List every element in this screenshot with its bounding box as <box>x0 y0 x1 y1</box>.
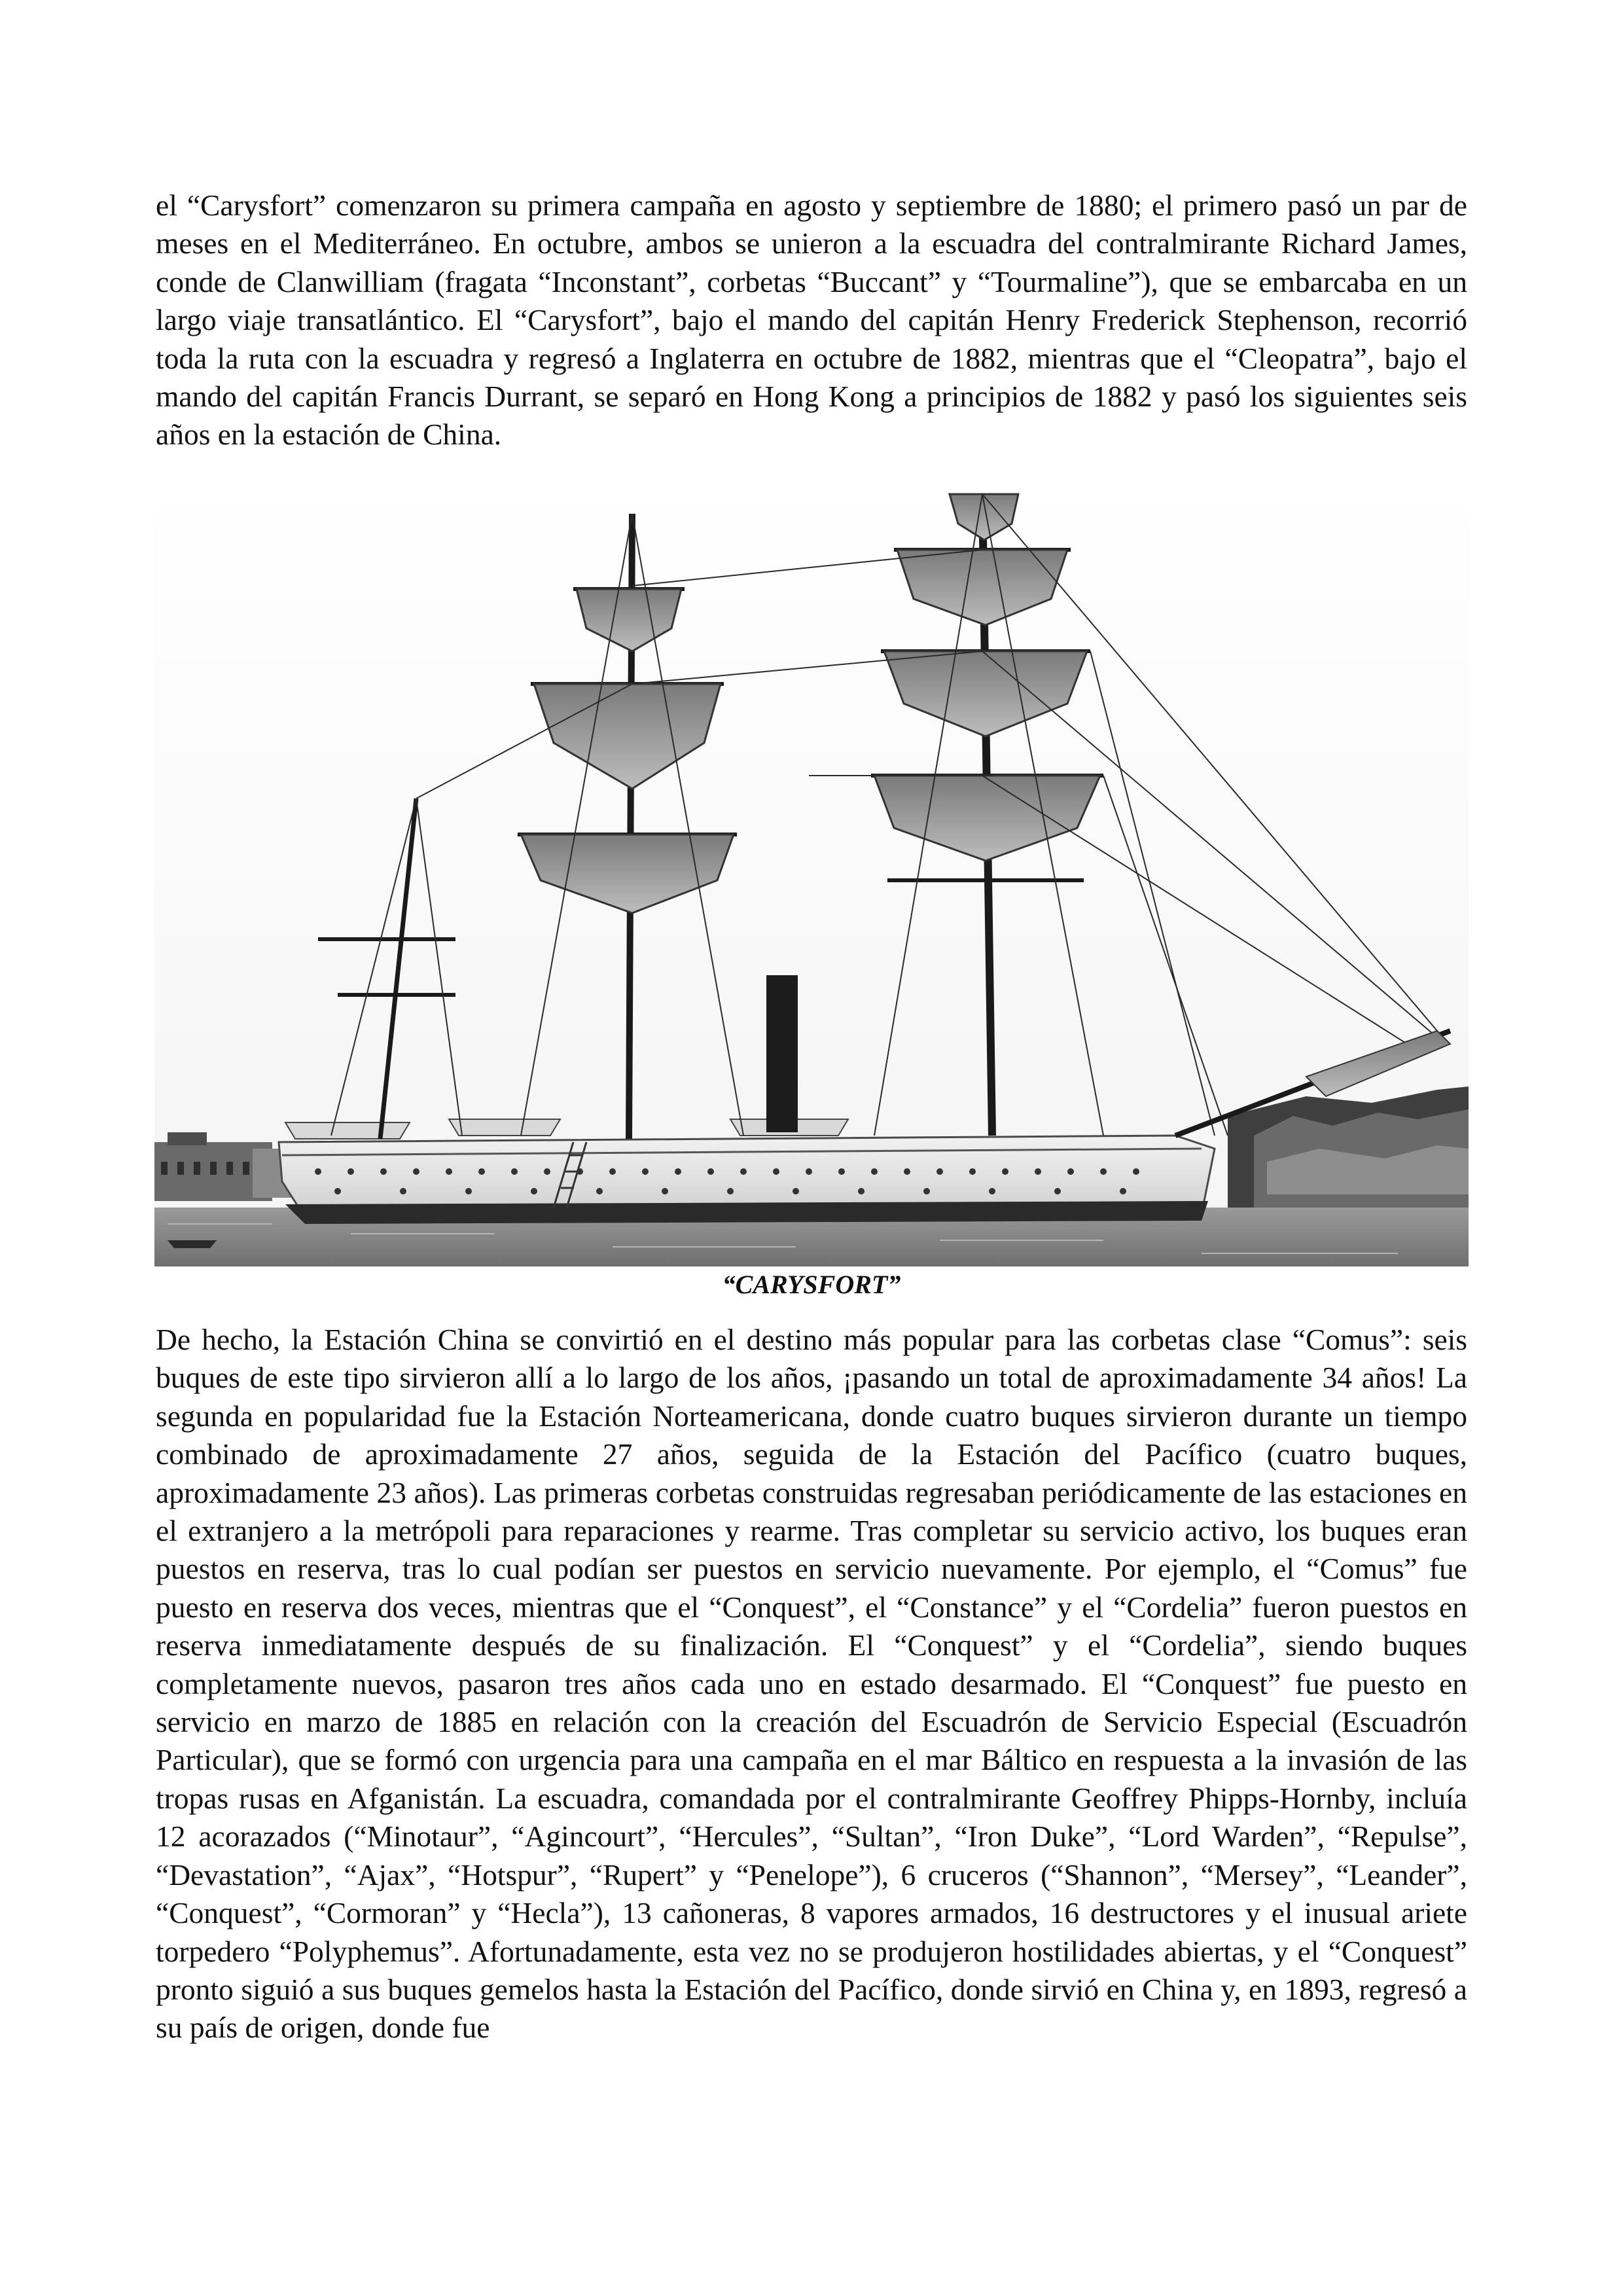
ship-funnel <box>766 975 798 1132</box>
figure-caption: “CARYSFORT” <box>722 1270 901 1299</box>
ship-illustration <box>154 488 1469 1266</box>
intro-paragraph: el “Carysfort” comenzaron su primera campaña en agosto y septiembre de 1880; el primero pasó un par de meses en el Mediterráneo. En octubre, ambos se unieron a la escuadra del contralmirante Richard James, conde de Clanwilliam (fragata “Inconstant”, corbetas “Buccant” y “Tourmaline”), que se embarcaba en un largo viaje transatlántico. El “Carysfort”, bajo el mando del capitán Henry Frederick Stephenson, recorrió toda la ruta con la escuadra y regresó a Inglaterra en octubre de 1882, mientras que el “Cleopatra”, bajo el mando del capitán Francis Durrant, se separó en Hong Kong a principios de 1882 y pasó los siguientes seis años en la estación de China. <box>156 188 1467 452</box>
main-paragraph: De hecho, la Estación China se convirtió en el destino más popular para las corbetas clase “Comus”: seis buques de este tipo sirvieron allí a lo largo de los años, ¡pasando un total de aproximadamente 34 años! La segunda en popularidad fue la Estación Norteamericana, donde cuatro buques sirvieron durante un tiempo combinado de aproximadamente 27 años, seguida de la Estación del Pacífico (cuatro buques, aproximadamente 23 años). Las primeras corbetas construidas regresaban periódicamente de las estaciones en el extranjero a la metrópoli para reparaciones y rearme. Tras completar su servicio activo, los buques eran puestos en reserva, tras lo cual podían ser puestos en servicio nuevamente. Por ejemplo, el “Comus” fue puesto en reserva dos veces, mientras que el “Conquest”, el “Constance” y el “Cordelia” fueron puestos en reserva inmediatamente después de su finalización. El “Conquest” y el “Cordelia”, siendo buques completamente nuevos, pasaron tres años cada uno en estado desarmado. El “Conquest” fue puesto en servicio en marzo de 1885 en relación con la creación del Escuadrón de Servicio Especial (Escuadrón Particular), que se formó con urgencia para una campaña en el mar Báltico en respuesta a la invasión de las tropas rusas en Afganistán. La escuadra, comandada por el contralmirante Geoffrey Phipps-Hornby, incluía 12 acorazados (“Minotaur”, “Agincourt”, “Hercules”, “Sultan”, “Iron Duke”, “Lord Warden”, “Repulse”, “Devastation”, “Ajax”, “Hotspur”, “Rupert” y “Penelope”), 6 cruceros (“Shannon”, “Mersey”, “Leander”, “Conquest”, “Cormoran” y “Hecla”), 13 cañoneras, 8 vapores armados, 16 destructores y el inusual ariete torpedero “Polyphemus”. Afortunadamente, esta vez no se produjeron hostilidades abiertas, y el “Conquest” pronto siguió a sus buques gemelos hasta la Estación del Pacífico, donde sirvió en China y, en 1893, regresó a su país de origen, donde fue <box>156 1323 1467 2045</box>
ship-photograph <box>154 488 1469 1266</box>
small-boat <box>168 1240 217 1248</box>
